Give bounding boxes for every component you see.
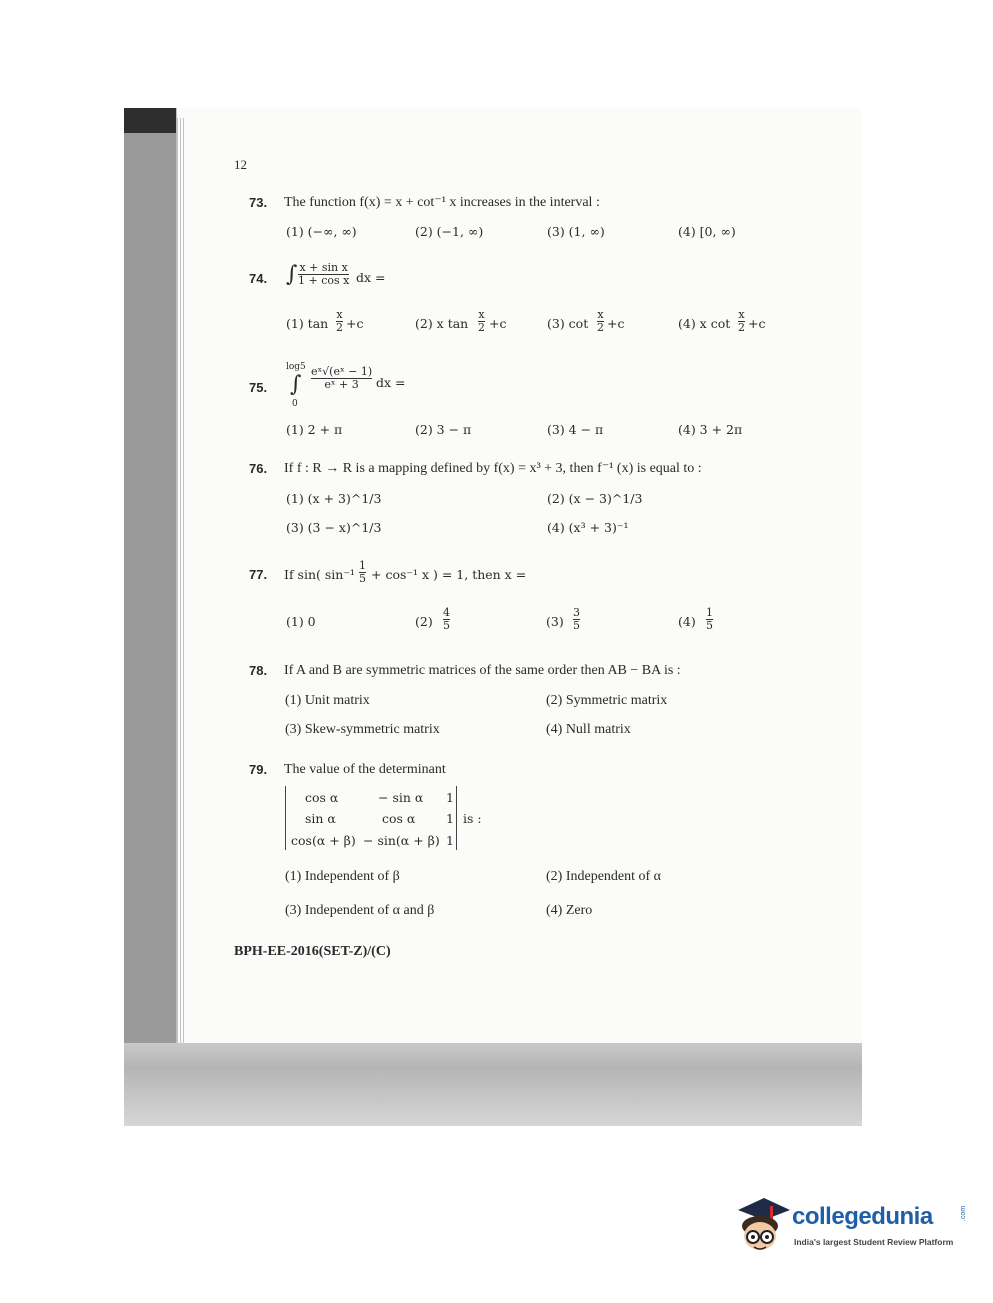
option-3: (3) 4 − π (547, 422, 604, 437)
option-1-fraction: x 2 (336, 308, 343, 334)
question-text-start: If sin( sin⁻¹ (284, 567, 355, 582)
fraction-denominator: eˣ + 3 (324, 378, 359, 391)
integral-sign: ∫ (286, 262, 298, 287)
option-4: (4) 3 + 2π (678, 422, 743, 437)
det-cell: sin α (305, 811, 336, 826)
question-number: 76. (249, 461, 268, 476)
option-2-constant: +c (489, 316, 507, 331)
option-3: (3) (3 − x)^1/3 (286, 520, 382, 535)
option-2: (2) 3 − π (415, 422, 472, 437)
brand-tagline: India's largest Student Review Platform (794, 1237, 954, 1247)
option-2: (2) (−1, ∞) (415, 224, 484, 239)
option-4: (4) (x³ + 3)⁻¹ (547, 520, 629, 535)
option-2-fraction: x 2 (478, 308, 485, 334)
collegedunia-logo (734, 1196, 968, 1262)
det-cell: cos α (305, 790, 339, 805)
question-number: 77. (249, 567, 268, 582)
det-cell: − sin α (378, 790, 424, 805)
differential: dx = (376, 375, 406, 390)
det-cell: 1 (446, 833, 454, 848)
option-1: (1) (x + 3)^1/3 (286, 491, 382, 506)
question-number: 79. (249, 762, 268, 777)
student-mascot-icon (734, 1196, 792, 1256)
fraction-denominator: 1 + cos x (298, 274, 350, 287)
page-number: 12 (234, 157, 247, 172)
option-4-fraction: x 2 (738, 308, 745, 334)
det-cell: 1 (446, 790, 454, 805)
integrand-fraction (298, 262, 349, 287)
option-1: (1) tan (286, 316, 329, 331)
det-cell: 1 (446, 811, 454, 826)
option-1: (1) Unit matrix (285, 693, 370, 708)
option-4: (4) (678, 614, 696, 629)
integral-upper-limit: log5 (286, 362, 306, 372)
option-4-fraction: 1 5 (706, 606, 713, 632)
question-text-end: + cos⁻¹ x ) = 1, then x = (371, 567, 527, 582)
question-text: The value of the determinant (284, 762, 446, 777)
question-number: 78. (249, 663, 268, 678)
fraction-numerator: x + sin x (299, 261, 348, 274)
question-text-end: is : (463, 811, 482, 826)
question-text: If f : R → R is a mapping defined by f(x) = x³ + 3, then f⁻¹ (x) is equal to : (284, 461, 702, 476)
question-fraction: 1 5 (359, 559, 366, 585)
option-2: (2) Independent of α (546, 869, 662, 884)
option-1: (1) (−∞, ∞) (286, 224, 357, 239)
option-3-fraction: x 2 (597, 308, 604, 334)
option-3: (3) Independent of α and β (285, 903, 435, 918)
differential: dx = (356, 270, 386, 285)
question-number: 75. (249, 380, 268, 395)
option-2: (2) Symmetric matrix (546, 693, 668, 708)
option-4: (4) [0, ∞) (678, 224, 736, 239)
det-cell: cos(α + β) (291, 833, 356, 848)
option-3: (3) Skew-symmetric matrix (285, 722, 440, 737)
fraction-numerator: eˣ√(eˣ − 1) (311, 365, 373, 378)
question-number: 74. (249, 271, 268, 286)
question-number: 73. (249, 195, 268, 210)
option-2: (2) (x − 3)^1/3 (547, 491, 643, 506)
question-text: If A and B are symmetric matrices of the same order then AB − BA is : (284, 663, 681, 678)
option-4: (4) Zero (546, 903, 593, 918)
brand-name: collegedunia (792, 1203, 933, 1230)
option-4: (4) x cot (678, 316, 731, 331)
integral-lower-limit: 0 (292, 399, 298, 409)
det-cell: cos α (382, 811, 416, 826)
integral-sign: ∫ (290, 372, 302, 397)
option-3: (3) (546, 614, 564, 629)
option-1-constant: +c (346, 316, 364, 331)
option-3-constant: +c (607, 316, 625, 331)
option-2-fraction: 4 5 (443, 606, 450, 632)
option-2: (2) x tan (415, 316, 469, 331)
paper-code: BPH-EE-2016(SET-Z)/(C) (234, 944, 391, 959)
integrand-fraction (311, 366, 372, 391)
brand-suffix: .com (960, 1205, 968, 1222)
det-cell: − sin(α + β) (363, 833, 440, 848)
option-3: (3) (1, ∞) (547, 224, 605, 239)
option-3: (3) cot (547, 316, 589, 331)
option-2: (2) (415, 614, 433, 629)
option-1: (1) 2 + π (286, 422, 343, 437)
question-text: The function f(x) = x + cot⁻¹ x increases in the interval : (284, 195, 600, 210)
option-1: (1) 0 (286, 614, 316, 629)
option-4: (4) Null matrix (546, 722, 631, 737)
option-3-fraction: 3 5 (573, 606, 580, 632)
option-1: (1) Independent of β (285, 869, 400, 884)
option-4-constant: +c (748, 316, 766, 331)
